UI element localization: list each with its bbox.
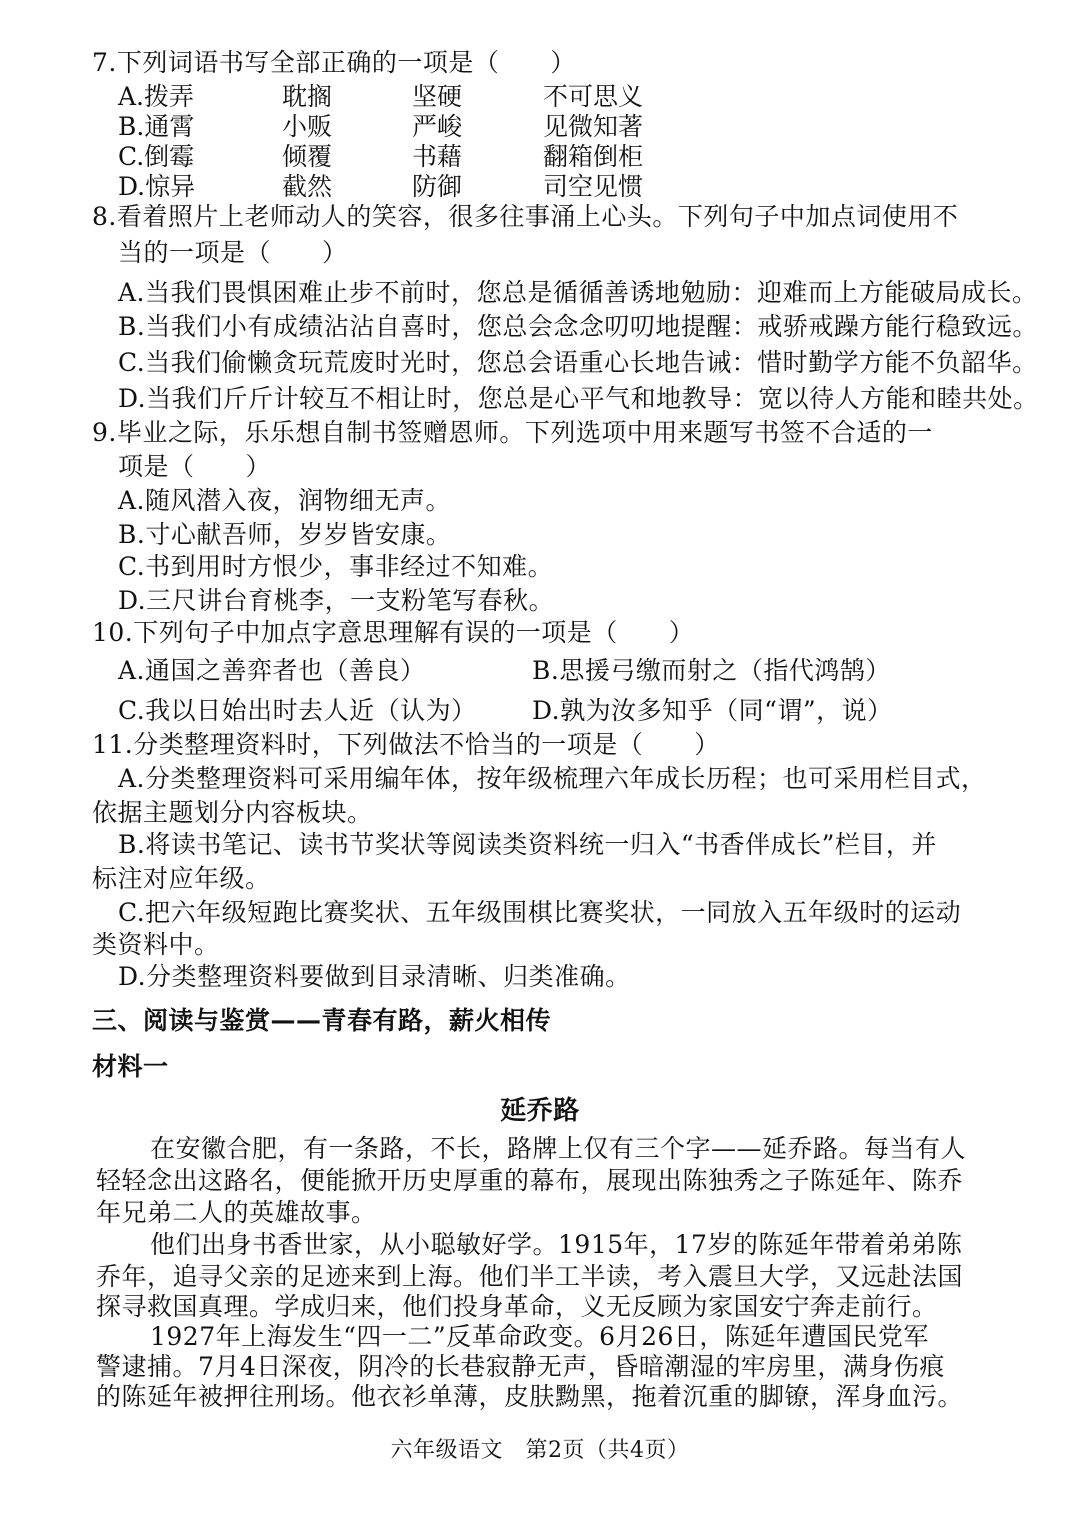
q7-d-word3: 防御 [412,172,463,201]
q7-c-word1: C.倒霉 [118,142,195,171]
article-line: 的陈延年被押往刑场。他衣衫单薄，皮肤黝黑，拖着沉重的脚镣，浑身血污。 [96,1382,964,1411]
article-line: 1927年上海发生“四一二”反革命政变。6月26日，陈延年遭国民党军 [150,1322,929,1351]
q9-option-d: D.三尺讲台育桃李，一支粉笔写春秋。 [118,586,555,615]
q9-stem-line2: 项是（ ） [118,452,272,481]
article-line: 年兄弟二人的英雄故事。 [96,1198,377,1227]
article-line: 乔年，追寻父亲的足迹来到上海。他们半工半读，考入震旦大学，又远赴法国 [96,1262,964,1291]
q7-b-word4: 见微知著 [543,112,644,141]
q8-option-c: C.当我们偷懒贪玩荒废时光时，您总会语重心长地告诫：惜时勤学方能不负韶华。 [118,348,1038,377]
q7-b-word3: 严峻 [412,112,463,141]
q10-stem: 10.下列句子中加点字意思理解有误的一项是（ ） [92,618,695,647]
q7-a-word3: 坚硬 [412,82,463,111]
q11-option-b-line2: 标注对应年级。 [92,864,271,893]
q8-option-a: A.当我们畏惧困难止步不前时，您总是循循善诱地勉励：迎难而上方能破局成长。 [118,278,1038,307]
q7-d-word1: D.惊异 [118,172,196,201]
q7-d-word4: 司空见惯 [543,172,644,201]
q9-option-a: A.随风潜入夜，润物细无声。 [118,486,452,515]
q9-stem-line1: 9.毕业之际，乐乐想自制书签赠恩师。下列选项中用来题写书签不合适的一 [92,418,933,447]
q7-stem: 7.下列词语书写全部正确的一项是（ ） [92,48,576,77]
q11-option-b-line1: B.将读书笔记、读书节奖状等阅读类资料统一归入“书香伴成长”栏目，并 [118,830,937,859]
q7-a-word2: 耽搁 [282,82,333,111]
q9-option-c: C.书到用时方恨少，事非经过不知难。 [118,552,554,581]
q7-b-word1: B.通霄 [118,112,195,141]
q8-option-d: D.当我们斤斤计较互不相让时，您总是心平气和地教导：宽以待人方能和睦共处。 [118,384,1039,413]
q10-option-c: C.我以日始出时去人近（认为） [118,696,477,725]
q7-a-word4: 不可思义 [543,82,644,111]
article-line: 探寻救国真理。学成归来，他们投身革命，义无反顾为家国安宁奔走前行。 [96,1292,938,1321]
q8-option-b: B.当我们小有成绩沾沾自喜时，您总会念念叨叨地提醒：戒骄戒躁方能行稳致远。 [118,312,1038,341]
article-title: 延乔路 [500,1096,580,1126]
article-line: 轻轻念出这路名，便能掀开历史厚重的幕布，展现出陈独秀之子陈延年、陈乔 [96,1166,964,1195]
q7-c-word3: 书藉 [412,142,463,171]
q10-option-d: D.孰为汝多知乎（同“谓”，说） [532,696,893,725]
q10-option-b: B.思援弓缴而射之（指代鸿鹄） [532,656,891,685]
q11-option-a-line2: 依据主题划分内容板块。 [92,798,373,827]
q8-stem-line2: 当的一项是（ ） [118,238,348,267]
page-footer: 六年级语文 第2页（共4页） [390,1438,690,1463]
q7-d-word2: 截然 [282,172,333,201]
q11-option-c-line2: 类资料中。 [92,930,220,959]
q8-stem-line1: 8.看着照片上老师动人的笑容，很多往事涌上心头。下列句子中加点词使用不 [92,202,959,231]
article-line: 在安徽合肥，有一条路，不长，路牌上仅有三个字——延乔路。每当有人 [150,1134,967,1163]
article-line: 警逮捕。7月4日深夜，阴冷的长巷寂静无声，昏暗潮湿的牢房里，满身伤痕 [96,1352,945,1381]
q11-option-c-line1: C.把六年级短跑比赛奖状、五年级围棋比赛奖状，一同放入五年级时的运动 [118,898,962,927]
q7-b-word2: 小贩 [282,112,333,141]
article-line: 他们出身书香世家，从小聪敏好学。1915年，17岁的陈延年带着弟弟陈 [150,1230,963,1259]
q7-c-word2: 倾覆 [282,142,333,171]
material-label: 材料一 [92,1052,169,1081]
q7-a-word1: A.拨弄 [118,82,195,111]
q10-option-a: A.通国之善弈者也（善良） [118,656,426,685]
q9-option-b: B.寸心献吾师，岁岁皆安康。 [118,520,452,549]
q11-option-d: D.分类整理资料要做到目录清晰、归类准确。 [118,962,631,991]
q11-option-a-line1: A.分类整理资料可采用编年体，按年级梳理六年成长历程；也可采用栏目式， [118,764,987,793]
q7-c-word4: 翻箱倒柜 [543,142,644,171]
section-heading: 三、阅读与鉴赏——青春有路，薪火相传 [92,1006,552,1035]
q11-stem: 11.分类整理资料时，下列做法不恰当的一项是（ ） [92,730,720,759]
